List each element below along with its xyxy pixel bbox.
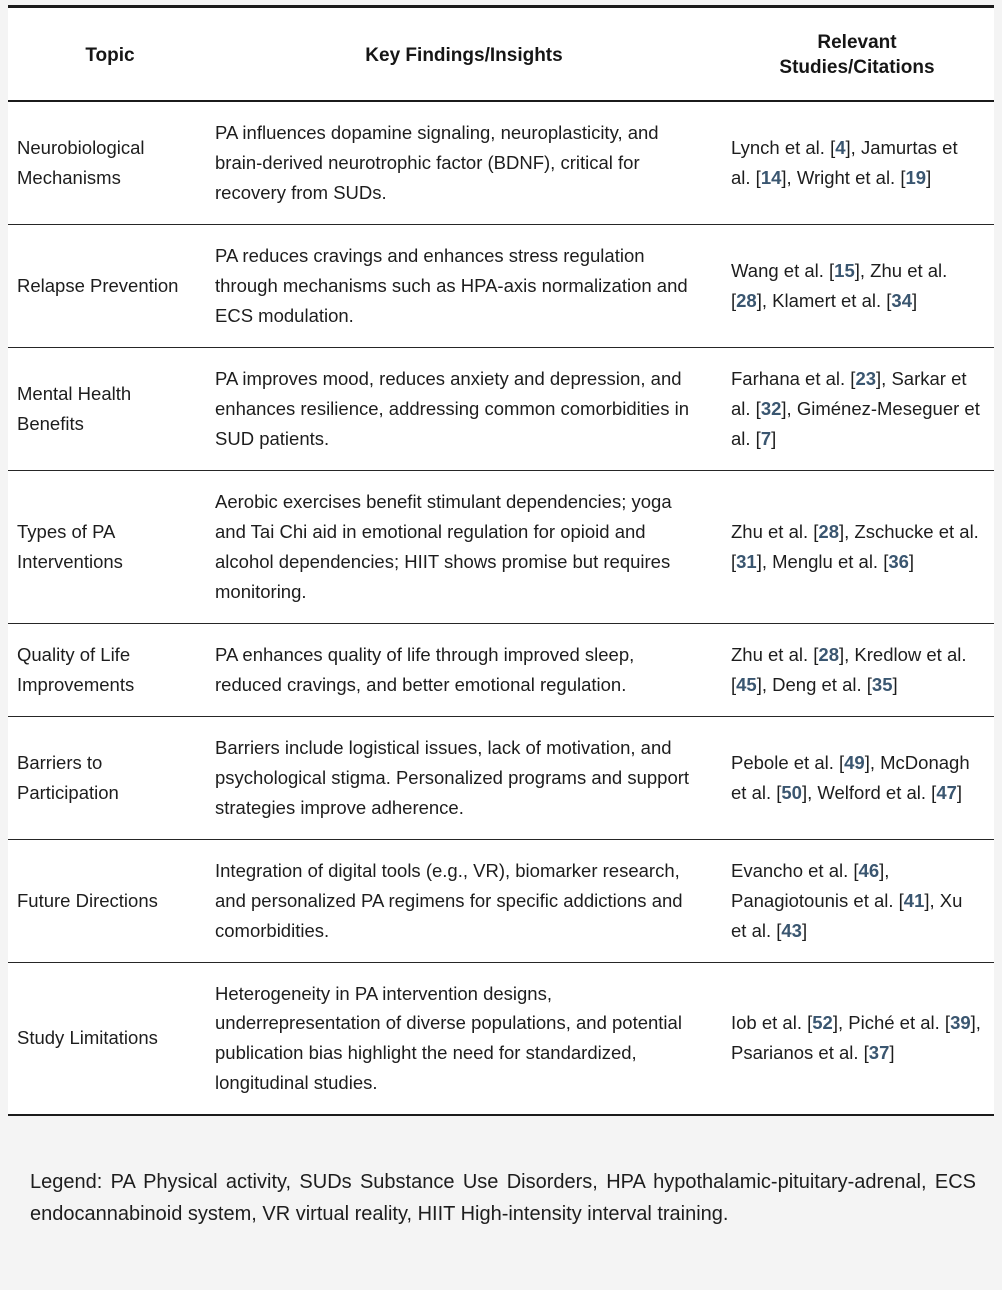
citation-bracket-close: ], xyxy=(756,673,773,695)
citation-bracket-close: ], xyxy=(838,520,855,542)
citation-author: Giménez-Meseguer et al. [ xyxy=(731,397,980,449)
citation-reference-number[interactable]: 31 xyxy=(736,550,757,572)
citation-author: Sarkar et al. [ xyxy=(731,367,967,419)
table-header-row xyxy=(8,8,994,101)
citation-bracket-close: ] xyxy=(911,290,918,312)
cell-citations xyxy=(718,101,994,224)
citation-author: Pebole et al. [ xyxy=(731,751,845,773)
citation-bracket-close: ], xyxy=(924,889,940,911)
citation-bracket-close: ], xyxy=(756,290,773,312)
column-header-relevant-studies-line1: Relevant xyxy=(817,32,897,53)
cell-key-findings: PA enhances quality of life through improved sleep, reduced cravings, and better emotional regulation. xyxy=(210,623,718,716)
cell-key-findings: Integration of digital tools (e.g., VR), biomarker research, and personalized PA regimens for specific addictions and comorbidities. xyxy=(210,839,718,962)
citation-bracket-close: ] xyxy=(908,550,915,572)
column-header-topic: Topic xyxy=(8,8,210,101)
citation-reference-number[interactable]: 19 xyxy=(905,167,927,189)
column-header-key-findings: Key Findings/Insights xyxy=(210,8,718,101)
citation-author: Welford et al. [ xyxy=(817,781,937,803)
citation-author: Klamert et al. [ xyxy=(772,290,892,312)
column-header-relevant-studies-line2: Studies/Citations xyxy=(779,57,935,79)
citation-reference-number[interactable]: 4 xyxy=(835,137,846,159)
table-row xyxy=(8,839,994,962)
cell-key-findings: PA influences dopamine signaling, neuroplasticity, and brain-derived neurotrophic factor (BDNF), critical for recovery from SUDs. xyxy=(210,101,718,224)
citation-reference-number[interactable]: 50 xyxy=(781,781,802,803)
citation-bracket-close: ], xyxy=(832,1012,849,1034)
citation-bracket-close: ] xyxy=(801,919,808,941)
summary-table-container xyxy=(8,5,994,1116)
citation-bracket-close: ] xyxy=(926,167,932,189)
table-row xyxy=(8,623,994,716)
citation-bracket-close: ], xyxy=(781,397,797,419)
cell-topic: Quality of Life Improvements xyxy=(8,623,210,716)
cell-key-findings: Aerobic exercises benefit stimulant dependencies; yoga and Tai Chi aid in emotional regulation for opioid and alcohol dependencies; HIIT shows promise but requires monitoring. xyxy=(210,470,718,623)
citation-bracket-close: ], xyxy=(781,167,797,189)
cell-key-findings: Heterogeneity in PA intervention designs, underrepresentation of diverse populations, and potential publication bias highlight the need for standardized, longitudinal studies. xyxy=(210,962,718,1115)
citation-reference-number[interactable]: 52 xyxy=(812,1012,833,1034)
citation-reference-number[interactable]: 28 xyxy=(736,290,757,312)
citation-bracket-close: ], xyxy=(864,751,881,773)
cell-topic: Future Directions xyxy=(8,839,210,962)
citation-author: Xu et al. [ xyxy=(731,889,963,941)
legend-note: Legend: PA Physical activity, SUDs Substance Use Disorders, HPA hypothalamic-pituitary-adrenal, ECS endocannabinoid system, VR virtual reality, HIIT High-intensity interval training. xyxy=(8,1145,994,1230)
cell-topic: Barriers to Participation xyxy=(8,716,210,839)
citation-bracket-close: ] xyxy=(892,673,898,695)
table-row xyxy=(8,716,994,839)
citation-author: Kredlow et al. [ xyxy=(731,643,967,695)
citation-reference-number[interactable]: 45 xyxy=(736,673,757,695)
column-header-relevant-studies xyxy=(718,8,994,101)
cell-citations xyxy=(718,962,994,1115)
citation-reference-number[interactable]: 28 xyxy=(818,520,839,542)
citation-reference-number[interactable]: 35 xyxy=(871,673,893,695)
citation-bracket-close: ] xyxy=(771,427,777,449)
citation-reference-number[interactable]: 23 xyxy=(855,367,877,389)
cell-topic: Neurobiological Mechanisms xyxy=(8,101,210,224)
citation-bracket-close: ] xyxy=(889,1042,895,1064)
citation-author: Zschucke et al. [ xyxy=(731,520,979,572)
citation-bracket-close: ], xyxy=(845,137,861,159)
citation-bracket-close: ], xyxy=(838,643,855,665)
cell-citations xyxy=(718,839,994,962)
citation-reference-number[interactable]: 37 xyxy=(868,1042,890,1064)
table-row xyxy=(8,101,994,224)
citation-reference-number[interactable]: 7 xyxy=(760,427,772,449)
citation-bracket-close: ], xyxy=(854,260,871,282)
cell-citations xyxy=(718,470,994,623)
table-row xyxy=(8,470,994,623)
citation-author: Psarianos et al. [ xyxy=(731,1042,869,1064)
citation-author: Panagiotounis et al. [ xyxy=(731,889,904,911)
table-row xyxy=(8,225,994,348)
citation-author: McDonagh et al. [ xyxy=(731,751,970,803)
table-row xyxy=(8,962,994,1115)
cell-topic: Types of PA Interventions xyxy=(8,470,210,623)
citation-reference-number[interactable]: 39 xyxy=(950,1012,971,1034)
citation-author: Deng et al. [ xyxy=(772,673,872,695)
citation-author: Evancho et al. [ xyxy=(731,859,859,881)
cell-citations xyxy=(718,716,994,839)
citation-bracket-close: ], xyxy=(876,367,892,389)
citation-author: Wang et al. [ xyxy=(731,260,835,282)
citation-reference-number[interactable]: 43 xyxy=(781,919,802,941)
citation-bracket-close: ] xyxy=(956,781,963,803)
citation-bracket-close: ], xyxy=(970,1012,981,1034)
citation-author: Lynch et al. [ xyxy=(731,137,836,159)
cell-citations xyxy=(718,347,994,470)
cell-topic: Mental Health Benefits xyxy=(8,347,210,470)
citation-author: Wright et al. [ xyxy=(796,167,906,189)
citation-reference-number[interactable]: 14 xyxy=(760,167,782,189)
citation-author: Farhana et al. [ xyxy=(731,367,856,389)
citation-reference-number[interactable]: 32 xyxy=(760,397,782,419)
citation-author: Menglu et al. [ xyxy=(772,550,889,572)
citation-author: Piché et al. [ xyxy=(848,1012,951,1034)
citation-author: Zhu et al. [ xyxy=(731,260,948,312)
citation-reference-number[interactable]: 15 xyxy=(834,260,855,282)
citation-reference-number[interactable]: 41 xyxy=(903,889,925,911)
cell-key-findings: PA reduces cravings and enhances stress regulation through mechanisms such as HPA-axis normalization and ECS modulation. xyxy=(210,225,718,348)
citation-author: Jamurtas et al. [ xyxy=(731,137,958,189)
citation-reference-number[interactable]: 49 xyxy=(844,751,865,773)
citation-reference-number[interactable]: 47 xyxy=(936,781,957,803)
citation-reference-number[interactable]: 36 xyxy=(888,550,909,572)
citation-bracket-close: ], xyxy=(756,550,773,572)
citation-bracket-close: ], xyxy=(879,859,890,881)
cell-topic: Relapse Prevention xyxy=(8,225,210,348)
cell-citations xyxy=(718,623,994,716)
table-header xyxy=(8,8,994,101)
citation-reference-number[interactable]: 46 xyxy=(858,859,880,881)
citation-author: Zhu et al. [ xyxy=(731,520,819,542)
citation-author: Zhu et al. [ xyxy=(731,643,819,665)
citation-bracket-close: ], xyxy=(801,781,818,803)
table-body xyxy=(8,101,994,1115)
citation-reference-number[interactable]: 28 xyxy=(818,643,839,665)
summary-table xyxy=(8,8,994,1116)
cell-topic: Study Limitations xyxy=(8,962,210,1115)
cell-key-findings: Barriers include logistical issues, lack of motivation, and psychological stigma. Personalized programs and support strategies improve adherence. xyxy=(210,716,718,839)
table-row xyxy=(8,347,994,470)
cell-key-findings: PA improves mood, reduces anxiety and depression, and enhances resilience, addressing common comorbidities in SUD patients. xyxy=(210,347,718,470)
cell-citations xyxy=(718,225,994,348)
citation-author: Iob et al. [ xyxy=(731,1012,813,1034)
citation-reference-number[interactable]: 34 xyxy=(891,290,912,312)
